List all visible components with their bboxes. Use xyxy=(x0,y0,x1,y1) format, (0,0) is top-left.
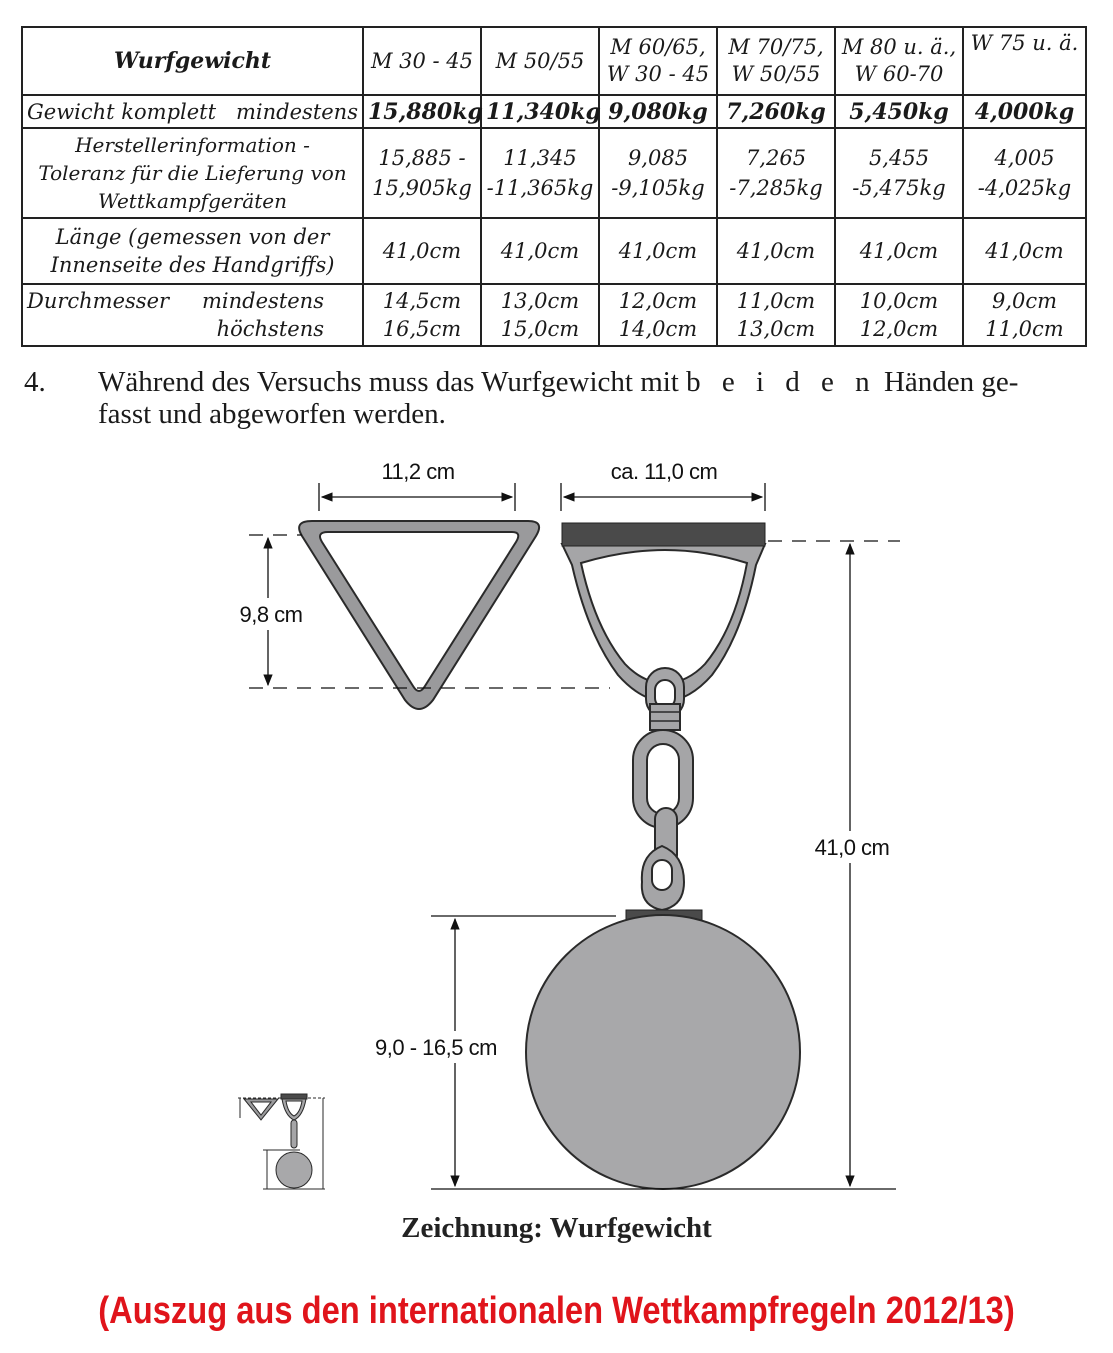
figure-caption: Zeichnung: Wurfgewicht xyxy=(401,1212,712,1244)
ball-icon xyxy=(526,910,800,1189)
table-cell: 4,005 -4,025kg xyxy=(963,128,1086,218)
table-cell: 11,0cm 13,0cm xyxy=(717,284,835,346)
paragraph-text: Während des Versuchs muss das Wurfgewicht mit b e i d e n Händen ge- fasst und abgeworfen werden. xyxy=(98,366,1019,430)
header-label: Wurfgewicht xyxy=(22,27,363,95)
table-cell: 41,0cm xyxy=(599,218,717,284)
triangle-grip-icon xyxy=(299,521,539,709)
header-col: M 70/75, W 50/55 xyxy=(717,27,835,95)
table-cell: 11,345 -11,365kg xyxy=(481,128,599,218)
header-col: W 75 u. ä. xyxy=(963,27,1086,95)
weight-label: Gewicht komplett mindestens xyxy=(22,95,363,128)
header-col: M 50/55 xyxy=(481,27,599,95)
dim-total-length: 41,0 cm xyxy=(814,835,890,860)
dim-grip-width: 11,2 cm xyxy=(381,459,455,484)
table-cell: 9,0cm 11,0cm xyxy=(963,284,1086,346)
table-cell: 9,085 -9,105kg xyxy=(599,128,717,218)
chain-icon xyxy=(633,668,693,910)
length-label: Länge (gemessen von der Innenseite des Handgriffs) xyxy=(22,218,363,284)
dim-handle-width: ca. 11,0 cm xyxy=(610,459,718,484)
table-cell: 15,885 - 15,905kg xyxy=(363,128,481,218)
table-cell: 15,880kg xyxy=(363,95,481,128)
table-cell: 41,0cm xyxy=(481,218,599,284)
table-cell: 7,265 -7,285kg xyxy=(717,128,835,218)
table-cell: 41,0cm xyxy=(717,218,835,284)
table-cell: 14,5cm 16,5cm xyxy=(363,284,481,346)
header-col: M 80 u. ä., W 60-70 xyxy=(835,27,963,95)
paragraph-number: 4. xyxy=(24,366,46,398)
table-cell: 12,0cm 14,0cm xyxy=(599,284,717,346)
table-cell: 13,0cm 15,0cm xyxy=(481,284,599,346)
table-cell: 41,0cm xyxy=(835,218,963,284)
dim-ball-diameter: 9,0 - 16,5 cm xyxy=(375,1035,497,1060)
thumbnail-drawing-icon xyxy=(238,1094,325,1189)
table-cell: 41,0cm xyxy=(363,218,481,284)
diameter-label: Durchmesser mindestens höchstens xyxy=(22,284,363,346)
table-cell: 41,0cm xyxy=(963,218,1086,284)
header-col: M 60/65, W 30 - 45 xyxy=(599,27,717,95)
table-cell: 7,260kg xyxy=(717,95,835,128)
table-cell: 4,000kg xyxy=(963,95,1086,128)
table-cell: 9,080kg xyxy=(599,95,717,128)
header-col: M 30 - 45 xyxy=(363,27,481,95)
table-cell: 11,340kg xyxy=(481,95,599,128)
table-cell: 10,0cm 12,0cm xyxy=(835,284,963,346)
table-cell: 5,455 -5,475kg xyxy=(835,128,963,218)
tolerance-label: Herstellerinformation - Toleranz für die Lieferung von Wettkampfgeräten xyxy=(22,128,363,218)
dim-grip-height: 9,8 cm xyxy=(239,602,303,627)
table-cell: 5,450kg xyxy=(835,95,963,128)
source-footer: (Auszug aus den internationalen Wettkampfregeln 2012/13) xyxy=(98,1290,1015,1332)
